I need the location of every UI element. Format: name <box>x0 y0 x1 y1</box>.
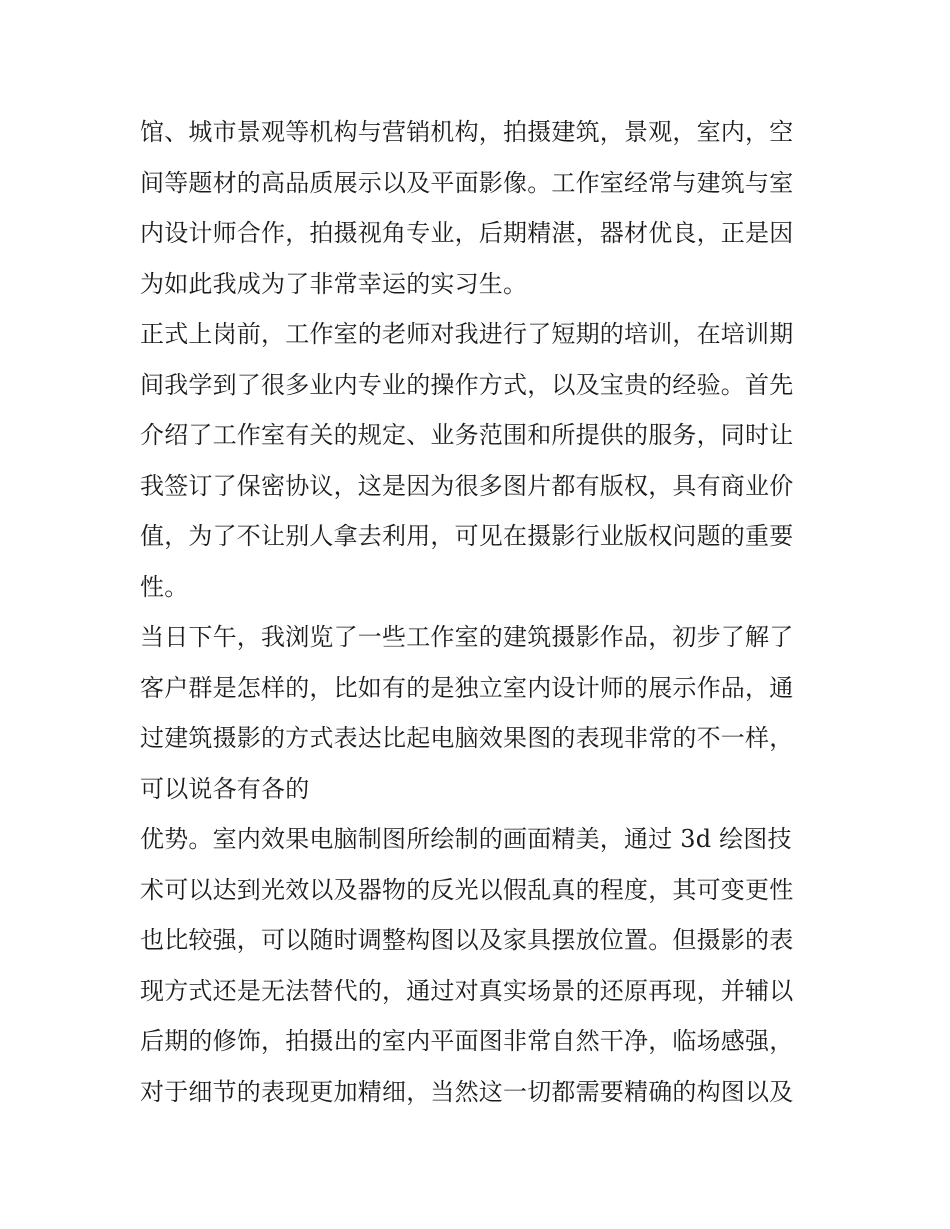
text-line: 性。 <box>140 572 189 601</box>
text-line: 间等题材的高品质展示以及平面影像。工作室经常与建筑与室 <box>140 168 794 197</box>
text-line: 正式上岗前，工作室的老师对我进行了短期的培训，在培训期 <box>140 320 794 348</box>
text-line: 对于细节的表现更加精细，当然这一切都需要精确的构图以及 <box>140 1077 794 1106</box>
text-line: 优势。室内效果电脑制图所绘制的画面精美，通过 3d 绘图技 <box>140 825 792 853</box>
text-line: 馆、城市景观等机构与营销机构，拍摄建筑，景观，室内，空 <box>140 118 794 146</box>
body-text <box>140 107 820 1117</box>
text-line: 内设计师合作，拍摄视角专业，后期精湛，器材优良，正是因 <box>140 219 794 247</box>
text-line: 介绍了工作室有关的规定、业务范围和所提供的服务，同时让 <box>140 421 794 449</box>
text-line: 可以说各有各的 <box>140 774 310 803</box>
text-line: 值，为了不让别人拿去利用，可见在摄影行业版权问题的重要 <box>140 522 794 550</box>
text-line: 当日下午，我浏览了一些工作室的建筑摄影作品，初步了解了 <box>140 623 794 651</box>
text-line: 术可以达到光效以及器物的反光以假乱真的程度，其可变更性 <box>140 875 794 904</box>
text-line: 现方式还是无法替代的，通过对真实场景的还原再现，并辅以 <box>140 976 794 1005</box>
text-line: 后期的修饰，拍摄出的室内平面图非常自然干净，临场感强， <box>140 1027 794 1055</box>
text-line: 为如此我成为了非常幸运的实习生。 <box>140 269 528 298</box>
text-line: 客户群是怎样的，比如有的是独立室内设计师的展示作品，通 <box>140 673 794 702</box>
text-line: 也比较强，可以随时调整构图以及家具摆放位置。但摄影的表 <box>140 926 794 954</box>
text-line: 过建筑摄影的方式表达比起电脑效果图的表现非常的不一样， <box>140 724 794 752</box>
text-line: 间我学到了很多业内专业的操作方式，以及宝贵的经验。首先 <box>140 370 794 399</box>
text-line: 我签订了保密协议，这是因为很多图片都有版权，具有商业价 <box>140 471 794 500</box>
